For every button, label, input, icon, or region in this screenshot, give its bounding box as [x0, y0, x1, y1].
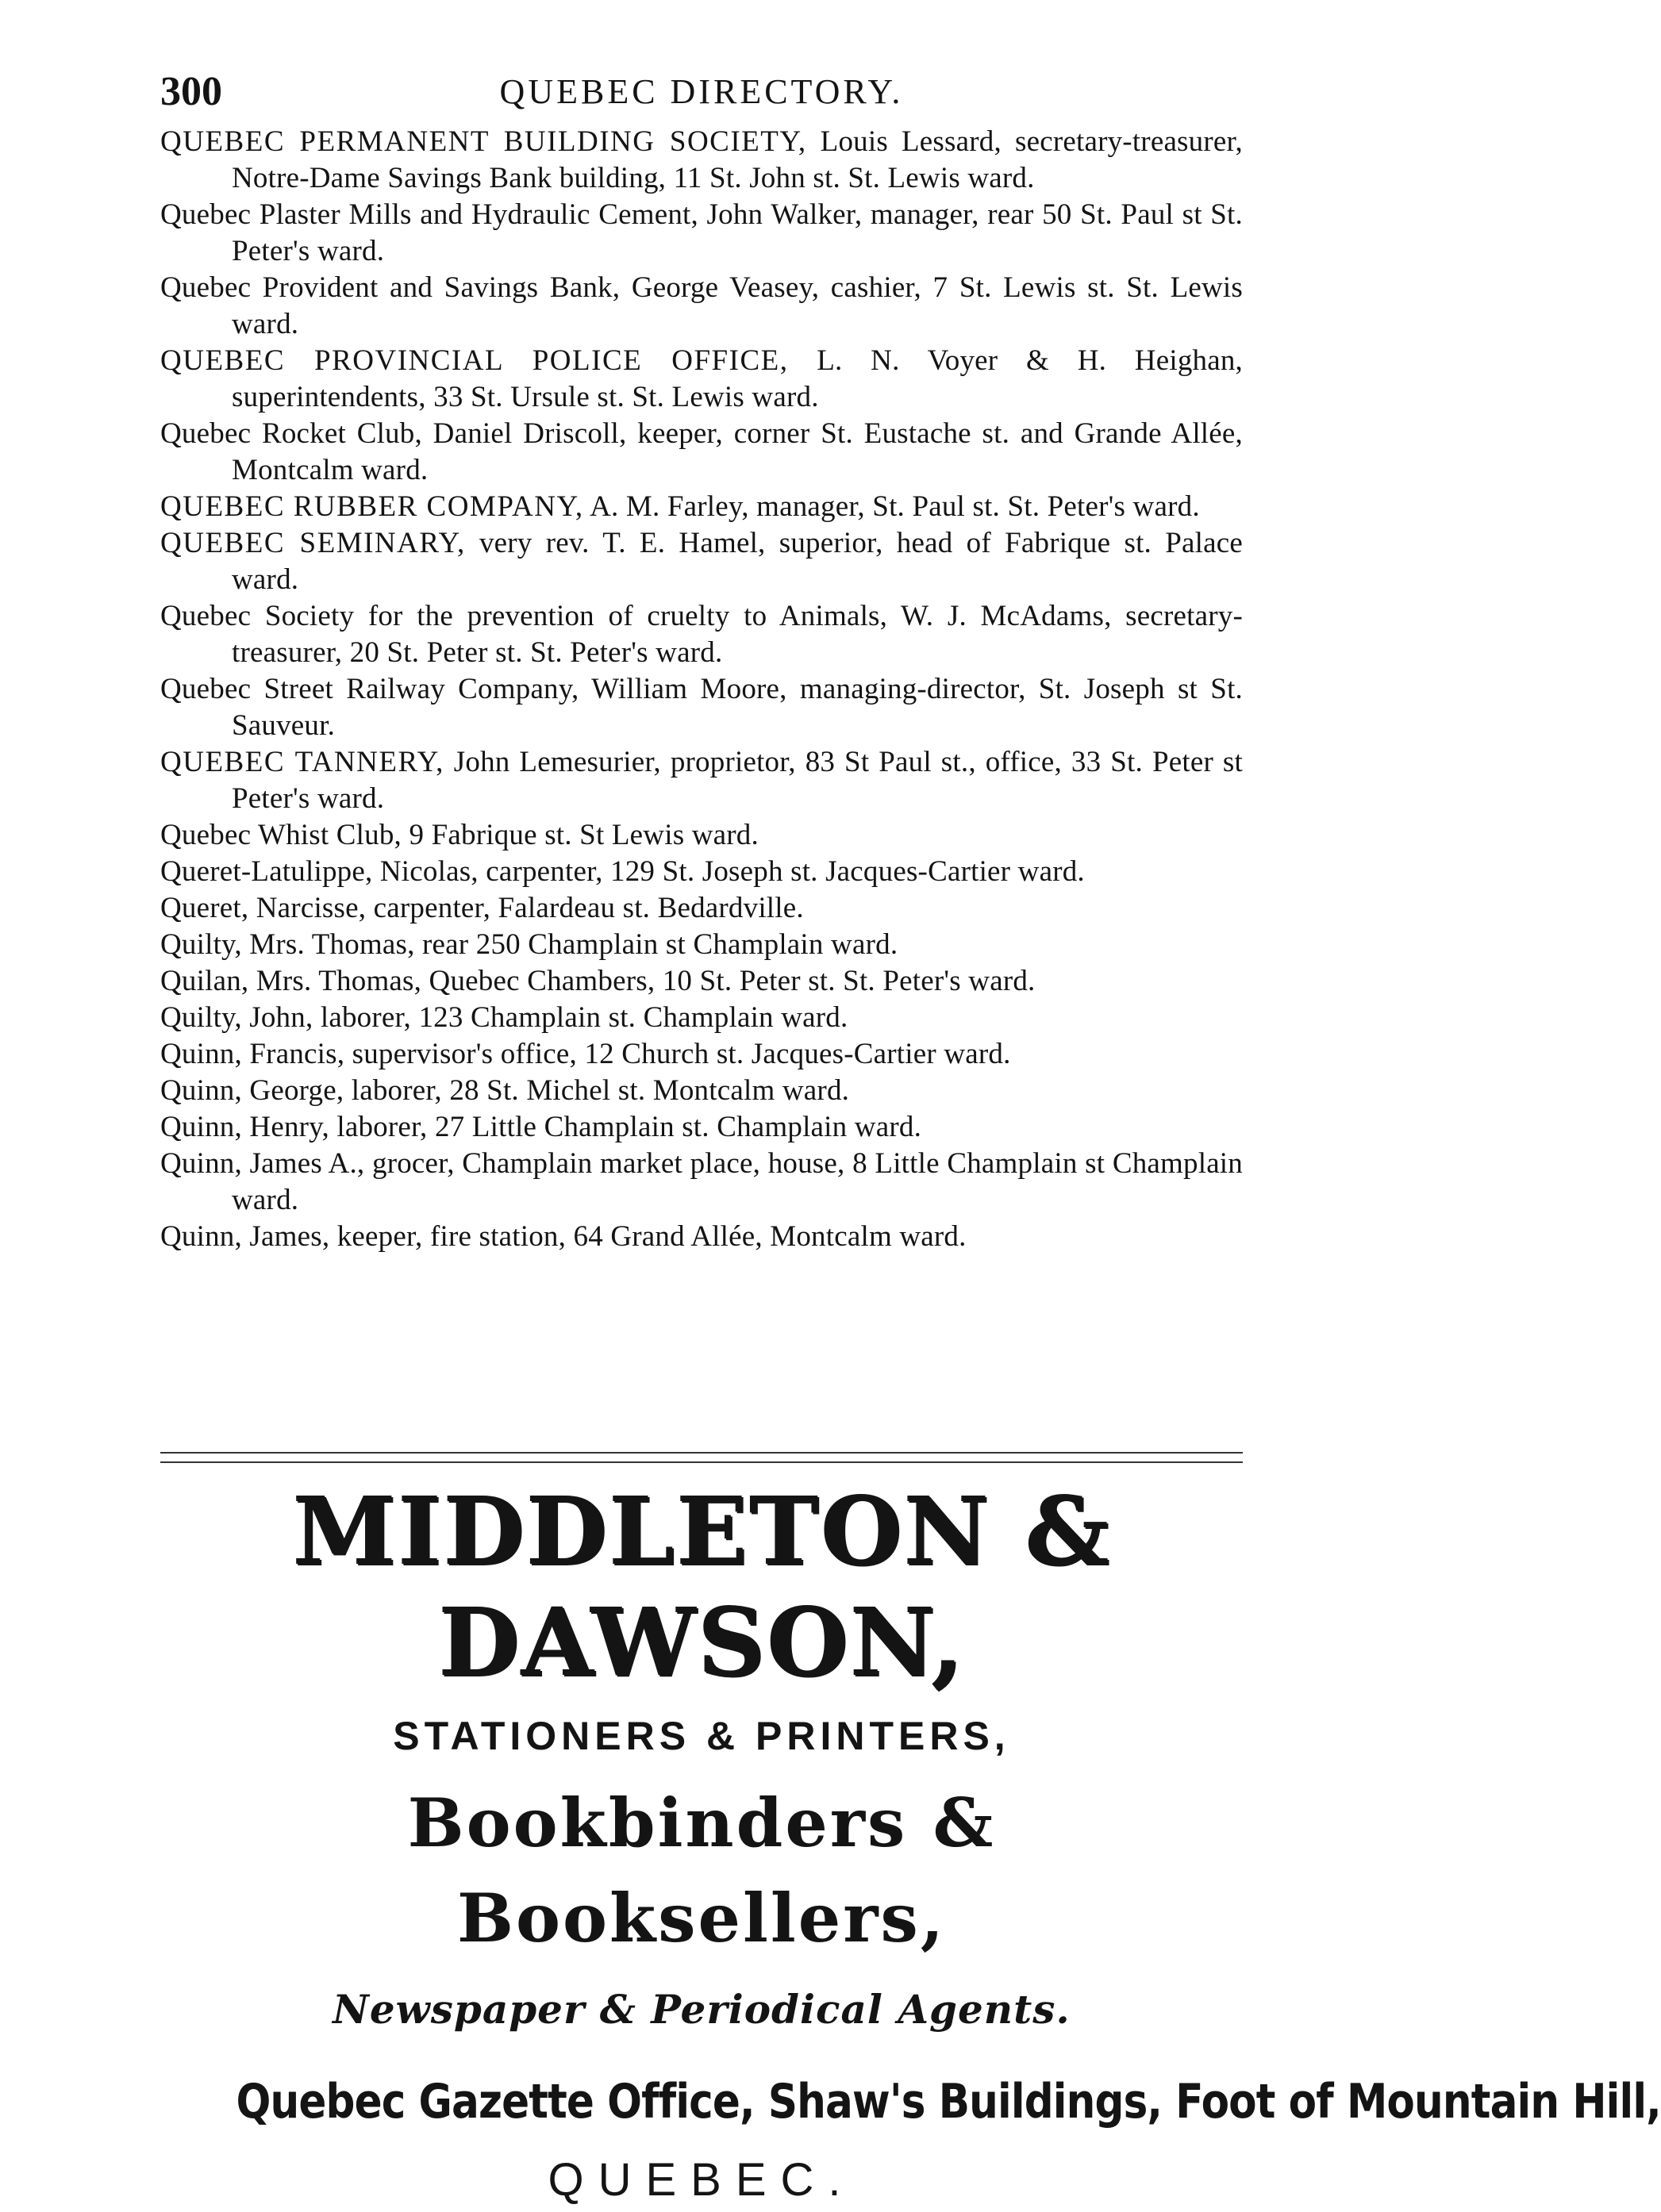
entry-details: carpenter, Falardeau st. Bedardville. [366, 892, 804, 924]
directory-entry [160, 124, 1243, 197]
entry-details: L. N. Voyer & H. Heighan, superintendents, 33 St. Ursule st. St. Lewis ward. [232, 344, 1243, 413]
directory-entry [160, 416, 1243, 489]
advertisement [160, 1476, 1661, 2212]
entry-details: rear 250 Champlain st Champlain ward. [414, 928, 898, 961]
directory-entry [160, 854, 1243, 890]
entry-details: Daniel Driscoll, keeper, corner St. Eustache st. and Grande Allée, Montcalm ward. [232, 417, 1243, 486]
entry-name: Quebec Whist Club, [160, 819, 402, 851]
entry-name: QUEBEC RUBBER COMPANY, [160, 490, 584, 523]
entry-name: Queret, Narcisse, [160, 892, 367, 924]
entry-name: Quilan, Mrs. Thomas, [160, 965, 422, 997]
entry-name: Quebec Rocket Club, [160, 417, 422, 450]
directory-entry [160, 343, 1243, 416]
entry-name: Queret-Latulippe, Nicolas, [160, 855, 479, 888]
directory-entry [160, 598, 1243, 671]
entry-name: QUEBEC SEMINARY, [160, 527, 466, 559]
entry-details: A. M. Farley, manager, St. Paul st. St. Peter's ward. [583, 490, 1200, 523]
entry-name: Quebec Society for the prevention of cruelty to Animals, [160, 600, 888, 632]
entry-details: supervisor's office, 12 Church st. Jacques-Cartier ward. [344, 1038, 1011, 1070]
ad-city-line: QUEBEC. [548, 2154, 855, 2206]
entry-name: Quilty, Mrs. Thomas, [160, 928, 415, 961]
entry-name: Quilty, John, [160, 1001, 313, 1034]
entry-details: Quebec Chambers, 10 St. Peter st. St. Peter's ward. [421, 965, 1036, 997]
ad-address-line: Quebec Gazette Office, Shaw's Buildings, Foot of Mountain Hill, [236, 2074, 1661, 2129]
entry-details: very rev. T. E. Hamel, superior, head of Fabrique st. Palace ward. [232, 527, 1243, 596]
ad-agents-line: Newspaper & Periodical Agents. [333, 1986, 1071, 2033]
directory-entry [160, 270, 1243, 343]
directory-entry [160, 890, 1243, 927]
directory-entry [160, 1146, 1243, 1219]
entry-name: Quinn, James, [160, 1220, 330, 1253]
entry-name: QUEBEC PROVINCIAL POLICE OFFICE, [160, 344, 789, 377]
entry-details: John Walker, manager, rear 50 St. Paul st St. Peter's ward. [232, 198, 1243, 267]
directory-entry [160, 1036, 1243, 1073]
ad-trade-line: STATIONERS & PRINTERS, [393, 1714, 1010, 1758]
running-title: QUEBEC DIRECTORY. [499, 72, 904, 111]
entry-details: 9 Fabrique st. St Lewis ward. [402, 819, 759, 851]
directory-entry [160, 525, 1243, 598]
ad-firm-name: MIDDLETON & DAWSON, [292, 1476, 1111, 1697]
double-rule-divider [160, 1452, 1243, 1463]
entry-details: keeper, fire station, 64 Grand Allée, Montcalm ward. [329, 1220, 967, 1253]
directory-entry [160, 1219, 1243, 1255]
entry-details: Louis Lessard, secretary-treasurer, Notre-Dame Savings Bank building, 11 St. John st. St. Lewis ward. [232, 125, 1243, 194]
entry-name: Quebec Plaster Mills and Hydraulic Cement, [160, 198, 698, 231]
entry-details: laborer, 123 Champlain st. Champlain ward. [313, 1001, 848, 1034]
entry-details: John Lemesurier, proprietor, 83 St Paul st., office, 33 St. Peter st Peter's ward. [232, 746, 1243, 815]
directory-entry [160, 1109, 1243, 1146]
entry-details: George Veasey, cashier, 7 St. Lewis st. St. Lewis ward. [232, 271, 1243, 340]
entry-details: William Moore, managing-director, St. Joseph st St. Sauveur. [232, 673, 1243, 742]
directory-entry [160, 1073, 1243, 1109]
directory-entry [160, 671, 1243, 744]
directory-entry [160, 927, 1243, 963]
entry-name: QUEBEC PERMANENT BUILDING SOCIETY, [160, 125, 807, 158]
entry-details: W. J. McAdams, secretary-treasurer, 20 St. Peter st. St. Peter's ward. [232, 600, 1243, 669]
ad-binders-line: Bookbinders & Booksellers, [407, 1784, 996, 1957]
entry-name: Quinn, George, [160, 1074, 344, 1107]
directory-entry [160, 1000, 1243, 1036]
page-header [160, 68, 1243, 116]
directory-entry [160, 744, 1243, 817]
directory-entry [160, 963, 1243, 1000]
entry-details: laborer, 28 St. Michel st. Montcalm ward. [344, 1074, 850, 1107]
directory-entry [160, 489, 1243, 525]
entry-name: Quebec Street Railway Company, [160, 673, 579, 705]
directory-entry [160, 817, 1243, 854]
entry-details: grocer, Champlain market place, house, 8 Little Champlain st Champlain ward. [232, 1147, 1243, 1216]
entry-name: QUEBEC TANNERY, [160, 746, 444, 778]
page-number: 300 [160, 69, 222, 114]
entry-name: Quebec Provident and Savings Bank, [160, 271, 621, 304]
entry-details: laborer, 27 Little Champlain st. Champlain ward. [329, 1111, 922, 1143]
directory-entry [160, 197, 1243, 270]
entry-details: carpenter, 129 St. Joseph st. Jacques-Cartier ward. [478, 855, 1085, 888]
directory-entries [160, 124, 1243, 1255]
entry-name: Quinn, James A., [160, 1147, 365, 1180]
entry-name: Quinn, Francis, [160, 1038, 345, 1070]
entry-name: Quinn, Henry, [160, 1111, 329, 1143]
